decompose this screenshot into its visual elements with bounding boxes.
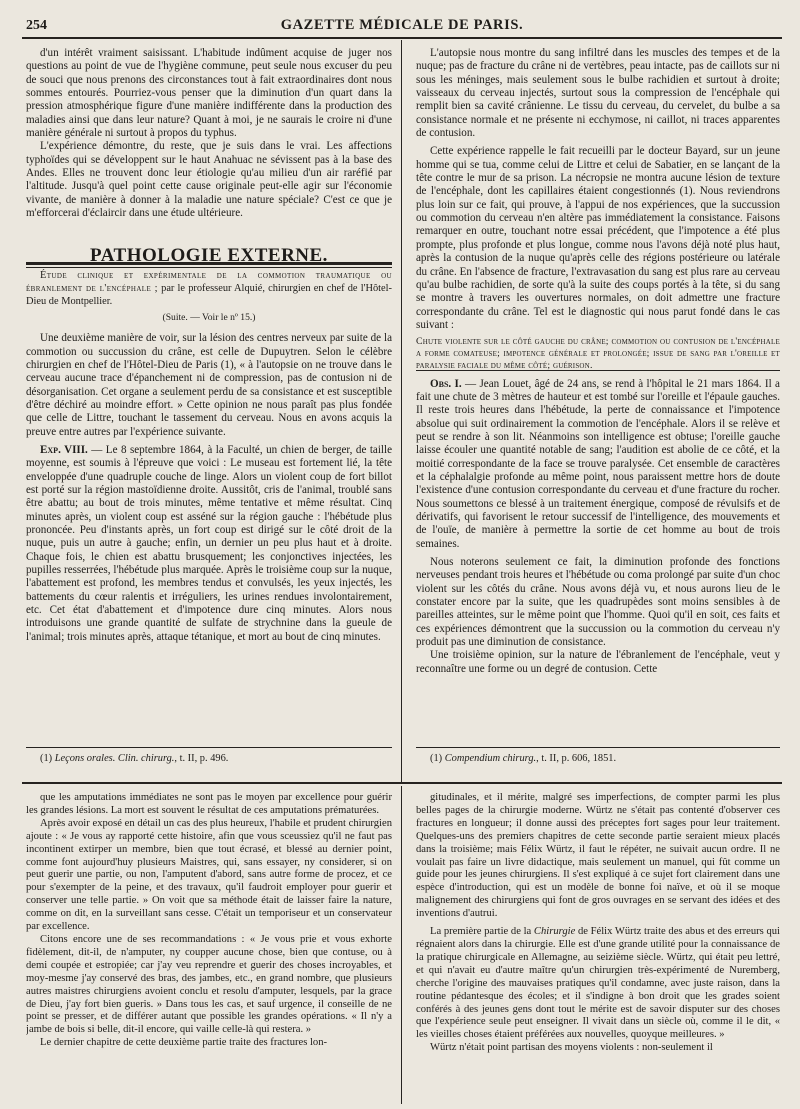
experiment-text: — Le 8 septembre 1864, à la Faculté, un chien de berger, de taille moyenne, est soumis à l'épreuve que voici : Le museau est fortement lié, la tête enveloppée d'une quadruple couche de linge. Alors un violent coup de fort billot est porté sur la région mastoïdienne droite. Aussitôt, cris de l'animal, troublé sans être abattu; au bout de trois minutes, même tentative et même résultat. Cinq minutes après, un violent coup est asséné sur la région gauche : l'hébétude plus prononcée. Peu d'instants après, un fort coup est dirigé sur le côté droit de la nuque, puis un autre à gauche; enfin, un dernier un peu plus haut et à droite. Chaque fois, le chien est abattu brusquement; les conjonctives injectées, les pupilles resserrées, l'hébétude plus marquée. Après le troisième coup sur la nuque, l'abattement est profond, les membres tendus et convulsés, les yeux injectés, les battements du cœur ralentis et irréguliers, les urines rendues involontairement, etc. Cet état d'abattement et d'impotence dure cinq minutes. Alors nous introduisons une grande quantité de sulfate de strychnine dans la gueule de l'animal; trois minutes après, attaque tétanique, et mort au bout de cinq minutes. [26,443,392,643]
observation-paragraph [416,378,780,551]
paragraph: d'un intérêt vraiment saisissant. L'habitude indûment acquise de juger nos questions au point de vue de l'hygiène commune, peut seule nous excuser du peu de souci que nous prenons des circonstances tout à fait extraordinaires dont nous sommes entourés. Pourriez-vous penser que la diminution d'un quart dans la pression atmosphérique figure d'une manière indifférente dans la production des maladies ainsi que dans leur nature? Quant à moi, je ne saurais le croire ni d'une manière générale ni surtout à propos du typhus. [26,47,392,140]
footnote-rule-left [26,747,392,748]
paragraph: L'autopsie nous montre du sang infiltré dans les muscles des tempes et de la nuque; pas de fracture du crâne ni de vertèbres, peau intacte, pas de caillots sur ni sous les méninges, mais seulement sous le bulbe rachidien et surtout à droite; vaisseaux du cerveau injectés, surtout sous la compression de l'encéphale qui remplit bien sa cavité crânienne. Le tissu du cerveau, du cervelet, du bulbe a sa consistance normale et ne présente ni ecchymose, ni caillot, ni traces apparentes de contusion. [416,47,780,140]
paragraph: Une troisième opinion, sur la nature de l'ébranlement de l'encéphale, veut y reconnaître une forme ou un degré de contusion. Cette [416,649,780,675]
lower-section-rule [22,782,782,784]
observation-label: Obs. I. [430,377,462,390]
experiment-label: Exp. VIII. [40,443,88,456]
paragraph: Nous noterons seulement ce fait, la diminution profonde des fonctions nerveuses pendant trois heures et l'hébétude ou coma prolongé par suite d'un choc violent sur les côtés du crâne. Nous avons déjà vu, et nous aurons lieu de le constater encore par la suite, que les quadrupèdes sont moins sensibles à de pareilles atteintes, sur le même point que l'homme. Quoi qu'il en soit, ces faits et ces expériences démontrent que la succussion ou la commotion du cerveau n'y produit pas une diminution de consistance. [416,556,780,649]
column-divider-top [401,40,402,782]
lower-right-column [416,792,780,1104]
paragraph: Une deuxième manière de voir, sur la lésion des centres nerveux par suite de la commotion ou succussion du crâne, est celle de Dupuytren. Selon le célèbre chirurgien en chef de l'Hôtel-Dieu de Paris (1), « à l'autopsie on ne trouve dans le cerveau aucune trace d'épanchement ni de compression, pas de contusion ni de désorganisation. Cet organe a seulement perdu de sa consistance et est susceptible d'être déchiré au moindre effort. » Cette opinion ne nous paraît pas plus fondée que celle de Littre, touchant le tassement du cerveau. Nous en avons acquis la preuve entre autres par l'expérience suivante. [26,332,392,438]
page-header [22,12,782,40]
right-column [416,47,780,743]
case-title: Chute violente sur le côté gauche du crâne; commotion ou contusion de l'encéphale a forme comateuse; impotence générale et prolongée; issue de sang par l'oreille et paralysie faciale du même côté; guérison. [416,336,780,371]
section-heading: PATHOLOGIE EXTERNE. [90,245,328,267]
footnote-number: (1) [40,753,55,764]
paragraph: L'expérience démontre, du reste, que je suis dans le vrai. Les affections typhoïdes qui se développent sur le haut Anahuac ne sévissent pas à la base des Andes. Elles ne trouvent donc leur étiologie qu'au milieu d'un air raréfié par l'altitude. Jusqu'à quel point cette cause originale peut-elle agir sur l'économie vivante, de manière à donner à la maladie une nature spéciale? C'est ce que je m'efforcerai d'éclaircir dans une étude ultérieure. [26,140,392,220]
footnote-rule-right [416,747,780,748]
page-number: 254 [26,18,47,33]
paragraph: Le dernier chapitre de cette deuxième partie traite des fractures lon- [40,1037,328,1049]
article-title-author: par le professeur Alquié, chirurgien en chef de l'Hôtel-Dieu de Montpellier. [26,282,392,307]
paragraph: La première partie de la Chirurgie de Félix Würtz traite des abus et des erreurs qui régnaient alors dans la chirurgie. Elle est d'une grande utilité pour la connaissance de la pratique chirurgicale en Allemagne, au seizième siècle. Würtz, qui était peu lettré, et qui n'avait eu d'autre maître qu'un chirurgien très-expérimenté de Nuremberg, cherche l'origine des mauvaises pratiques qu'il condamne, avec juste raison, dans la routine pédantesque des écoles; et il s'indigne à bon droit que les grades soient conférés à des jeunes gens dont tout le mérite est de savoir disputer sur des choses que l'expérience seule peut enseigner. Il vivait dans un siècle où, comme il le dit, « les vieilles choses étaient préférées aux nouvelles, quoyque meilleures. » [416,926,780,1041]
footnote-reference: , t. II, p. 606, 1851. [536,753,617,764]
journal-title: GAZETTE MÉDICALE DE PARIS. [280,17,524,33]
paragraph: Würtz n'était point partisan des moyens violents : non-seulement il [430,1042,713,1054]
header-rule [22,37,782,39]
left-column [26,47,392,743]
paragraph: que les amputations immédiates ne sont pas le moyen par excellence pour guérir les grandes lésions. La mort est souvent le résultat de ces amputations prématurées. [26,792,392,816]
paragraph: Cette expérience rappelle le fait recueilli par le docteur Bayard, sur un jeune homme qui se tua, comme celui de Littre et celui de Sabatier, en se lançant de la tête contre le mur de sa prison. La nécropsie ne montra aucune lésion de texture de l'encéphale, dont les capillaires étaient congestionnés (1). Nous reviendrons plus loin sur ce fait, qui prouve, à l'appui de nos expériences, que la succussion ou commotion du cerveau n'en altère pas immédiatement la consistance. Faisons remarquer en outre, touchant notre essai précédent, que l'impotence a été plus prompte, plus profonde et plus longue, comme nous l'avons déjà noté plus haut, après la contusion de la nuque qu'après celle des régions postérieure ou latérale du crâne. En l'absence de fracture, l'extravasation du sang est plus rare au cerveau qu'au bulbe rachidien, de sorte qu'à la suite des coups portés à la tête, si du sang se montre à travers les ouvertures normales, on doit admettre une fracture correspondante du crâne. Tel est le diagnostic qui nous parut fondé dans le cas suivant : [416,145,780,331]
observation-text: — Jean Louet, âgé de 24 ans, se rend à l'hôpital le 21 mars 1864. Il a fait une chute de 3 mètres de hauteur et est tombé sur l'oreille et l'épaule gauches. Il reste trois heures dans l'hébétude, la perte de connaissance et l'impotence absolue qui suit ordinairement la commotion de l'encéphale. Alors il se relève et peut se rendre à son lit. Néanmoins son intelligence est obtuse; l'oreille gauche laisse écouler une quantité notable de sang; l'audition est abolie de ce côté, et la moitié correspondante de la face se trouve paralysée. Cet ensemble de caractères et la céphalalgie profonde au même point, nous paraissent mettre hors de doute l'existence d'une contusion correspondante du cerveau et d'une fracture du rocher. Nous soumettons ce blessé à un traitement énergique, composé de révulsifs et de dérivatifs, qui favorisent le retour successif de l'intelligence, des mouvements et de l'ouïe, de manière à permettre la sortie de cet homme au bout de trois semaines. [416,377,780,550]
article-title [26,269,392,308]
experiment-paragraph [26,444,392,644]
book-title: Chirurgie [533,926,576,938]
continuation-note: (Suite. — Voir le nº 15.) [162,311,256,323]
article-title-caps: Étude clinique et expérimentale de la commotion traumatique ou ébranlement de l'encéphale ; [26,269,392,294]
footnote-right [416,752,780,776]
footnote-source: Compendium chirurg. [444,753,537,764]
footnote-source: Leçons orales. Clin. chirurg. [54,753,175,764]
footnote-reference: , t. II, p. 496. [174,753,229,764]
lower-left-column [26,792,392,1104]
footnote-number: (1) [430,753,445,764]
paragraph: gitudinales, et il mérite, malgré ses imperfections, de compter parmi les plus belles pages de la chirurgie moderne. Würtz ne s'était pas contenté d'observer ces fractures en longueur; il donne aussi des préceptes fort sages pour leur traitement. Quelques-uns des premiers chapitres de cette seconde partie seraient mieux placés dans la troisième; mais Félix Würtz, il faut le répéter, ne suivait aucun ordre. Il ne voulait pas faire un livre didactique, mais seulement un manuel, qui fût comme un guide pour les jeunes chirurgiens. Il s'est expliqué à ce sujet fort clairement dans une espèce d'introduction, qui est un modèle de bonne foi naïve, et où il se moque malignement des chirurgiens qui font de gros ouvrages en se servant des idées et des inventions d'autrui. [416,792,780,920]
column-divider-bottom [401,786,402,1104]
paragraph: Citons encore une de ses recommandations : « Je vous prie et vous exhorte fidèlement, dit-il, de n'amputer, ny coupper aucune chose, bien que contuse, ou à demi coupée et estropiée; car j'ay veu reprendre et guerir des choses incroyables, et moy-mesme j'ay conservé des bras, des jambes, etc., en grand nombre, que plusieurs autres maistres chirurgiens avoient conclu et resolu d'amputer, lesquels, par la grace de Dieu, j'ay fort bien gueris. » Dans tous les cas, et sauf urgence, il conseille de ne point se presser, et de différer autant que possible les grandes opérations. « Il n'y a jambe de bois si belle, dit-il encore, qui vaille celle-là qui restera. » [26,933,392,1036]
footnote-left [26,752,392,776]
paragraph: Après avoir exposé en détail un cas des plus heureux, l'habile et prudent chirurgien ajoute : « Je vous ay rapporté cette histoire, afin que vous sceussiez qu'il ne faut pas incontinent extirper un membre, bien que tout écrasé, et blessé au dernier point, comme font aujourd'huy plusieurs Maistres, qui, sans essayer, ny considerer, si on peut guerir une partie, ou non, l'amputent d'abord, sans autre forme de procez, et ce pour s'exempter de la peine, et des travaux, qu'il faudroit employer pour guerir et conserver une telle partie. » On voit que sa méthode était de laisser faire la nature, comme on dit, en la surveillant sans cesse. C'était un temporiseur et un conservateur par excellence. [26,817,392,933]
